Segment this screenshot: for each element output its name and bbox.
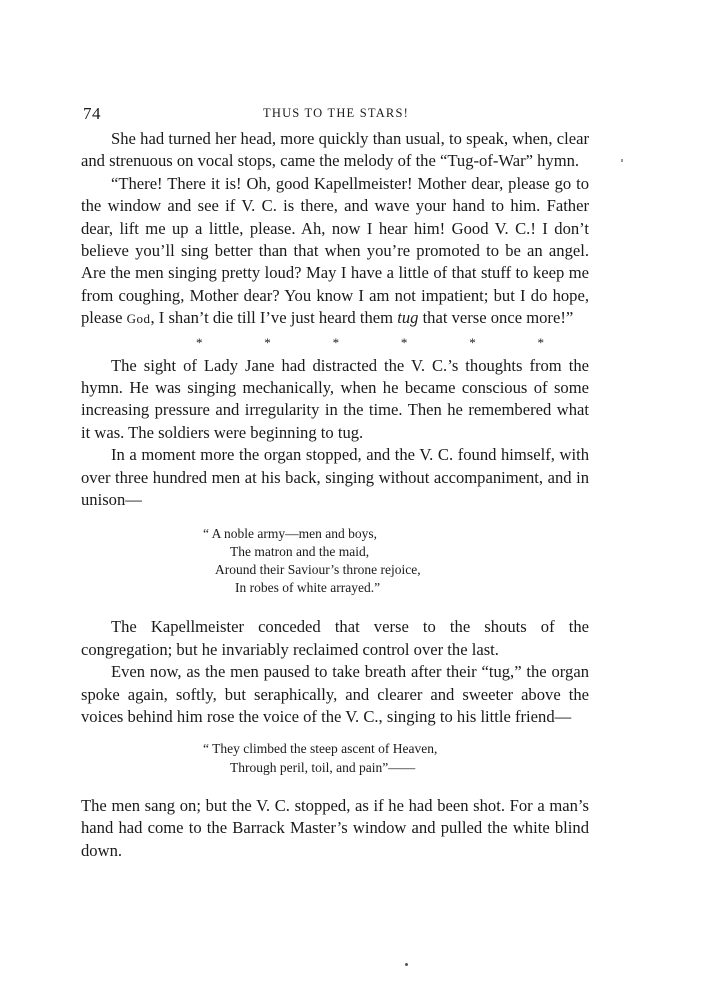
paper-speck (621, 159, 623, 162)
paragraph-5: The Kapellmeister conceded that verse to the shouts of the congregation; but he invariably reclaimed control over the last. (81, 617, 589, 659)
page-dot (405, 963, 408, 966)
star-3: * (332, 334, 340, 350)
star-1: * (196, 334, 203, 350)
paragraph-2-text-a: “There! There it is! Oh, good Kapellmeister! Mother dear, please go to the window and see if V. C. is there, and wave your hand to him. Father dear, lift me up a little, please. Ah, now I hear him! Good V. C.! I don’t believe you’ll sing better than that when you’re promoted to be an angel. Are the men singing pretty loud? May I have a little of that stuff to keep me from coughing, Mother dear? You know I am not impatient; but I do hope, please (81, 173, 589, 328)
star-5: * (469, 334, 476, 350)
star-6: * (537, 334, 544, 350)
verse-line: “ They climbed the steep ascent of Heaven, (203, 741, 438, 757)
small-caps-god: God (126, 311, 151, 327)
verse-line: “ A noble army—men and boys, (203, 525, 377, 541)
verse-line: The matron and the maid, (230, 543, 370, 559)
verse-line: In robes of white arrayed.” (235, 580, 381, 596)
paragraph-3: The sight of Lady Jane had distracted the V. C.’s thoughts from the hymn. He was singing mechanically, when he became conscious of some increasing pressure and irregularity in the time. Then he remembered what it was. The soldiers were beginning to tug. (81, 355, 589, 442)
page-body (81, 128, 589, 862)
paragraph-1: She had turned her head, more quickly than usual, to speak, when, clear and strenuous on vocal stops, came the melody of the “Tug-of-War” hymn. (81, 129, 589, 171)
paragraph-4: In a moment more the organ stopped, and the V. C. found himself, with over three hundred men at his back, singing without accompaniment, and in unison— (81, 445, 589, 510)
paragraph-6: Even now, as the men paused to take breath after their “tug,” the organ spoke again, softly, but seraphically, and clearer and sweeter above the voices behind him rose the voice of the V. C., singing to his little friend— (81, 662, 589, 726)
paragraph-7: The men sang on; but the V. C. stopped, as if he had been shot. For a man’s hand had come to the Barrack Master’s window and pulled the white blind down. (81, 795, 589, 860)
verse-line: Around their Saviour’s throne rejoice, (215, 561, 421, 577)
section-break-stars (81, 331, 589, 355)
star-4: * (400, 334, 408, 350)
running-head: THUS TO THE STARS! (263, 106, 409, 120)
paragraph-2 (81, 173, 589, 331)
verse-line: Through peril, toil, and pain”—— (230, 759, 416, 775)
paragraph-2-text-b: , I shan’t die till I’ve just heard them (150, 308, 398, 328)
page-header (83, 104, 589, 126)
hymn-verse-2 (81, 740, 589, 776)
star-2: * (264, 334, 271, 350)
paragraph-2-text-c: that verse once more!” (418, 308, 574, 328)
italic-tug: tug (397, 308, 419, 328)
page-number: 74 (83, 104, 101, 123)
hymn-verse-1 (81, 525, 589, 598)
